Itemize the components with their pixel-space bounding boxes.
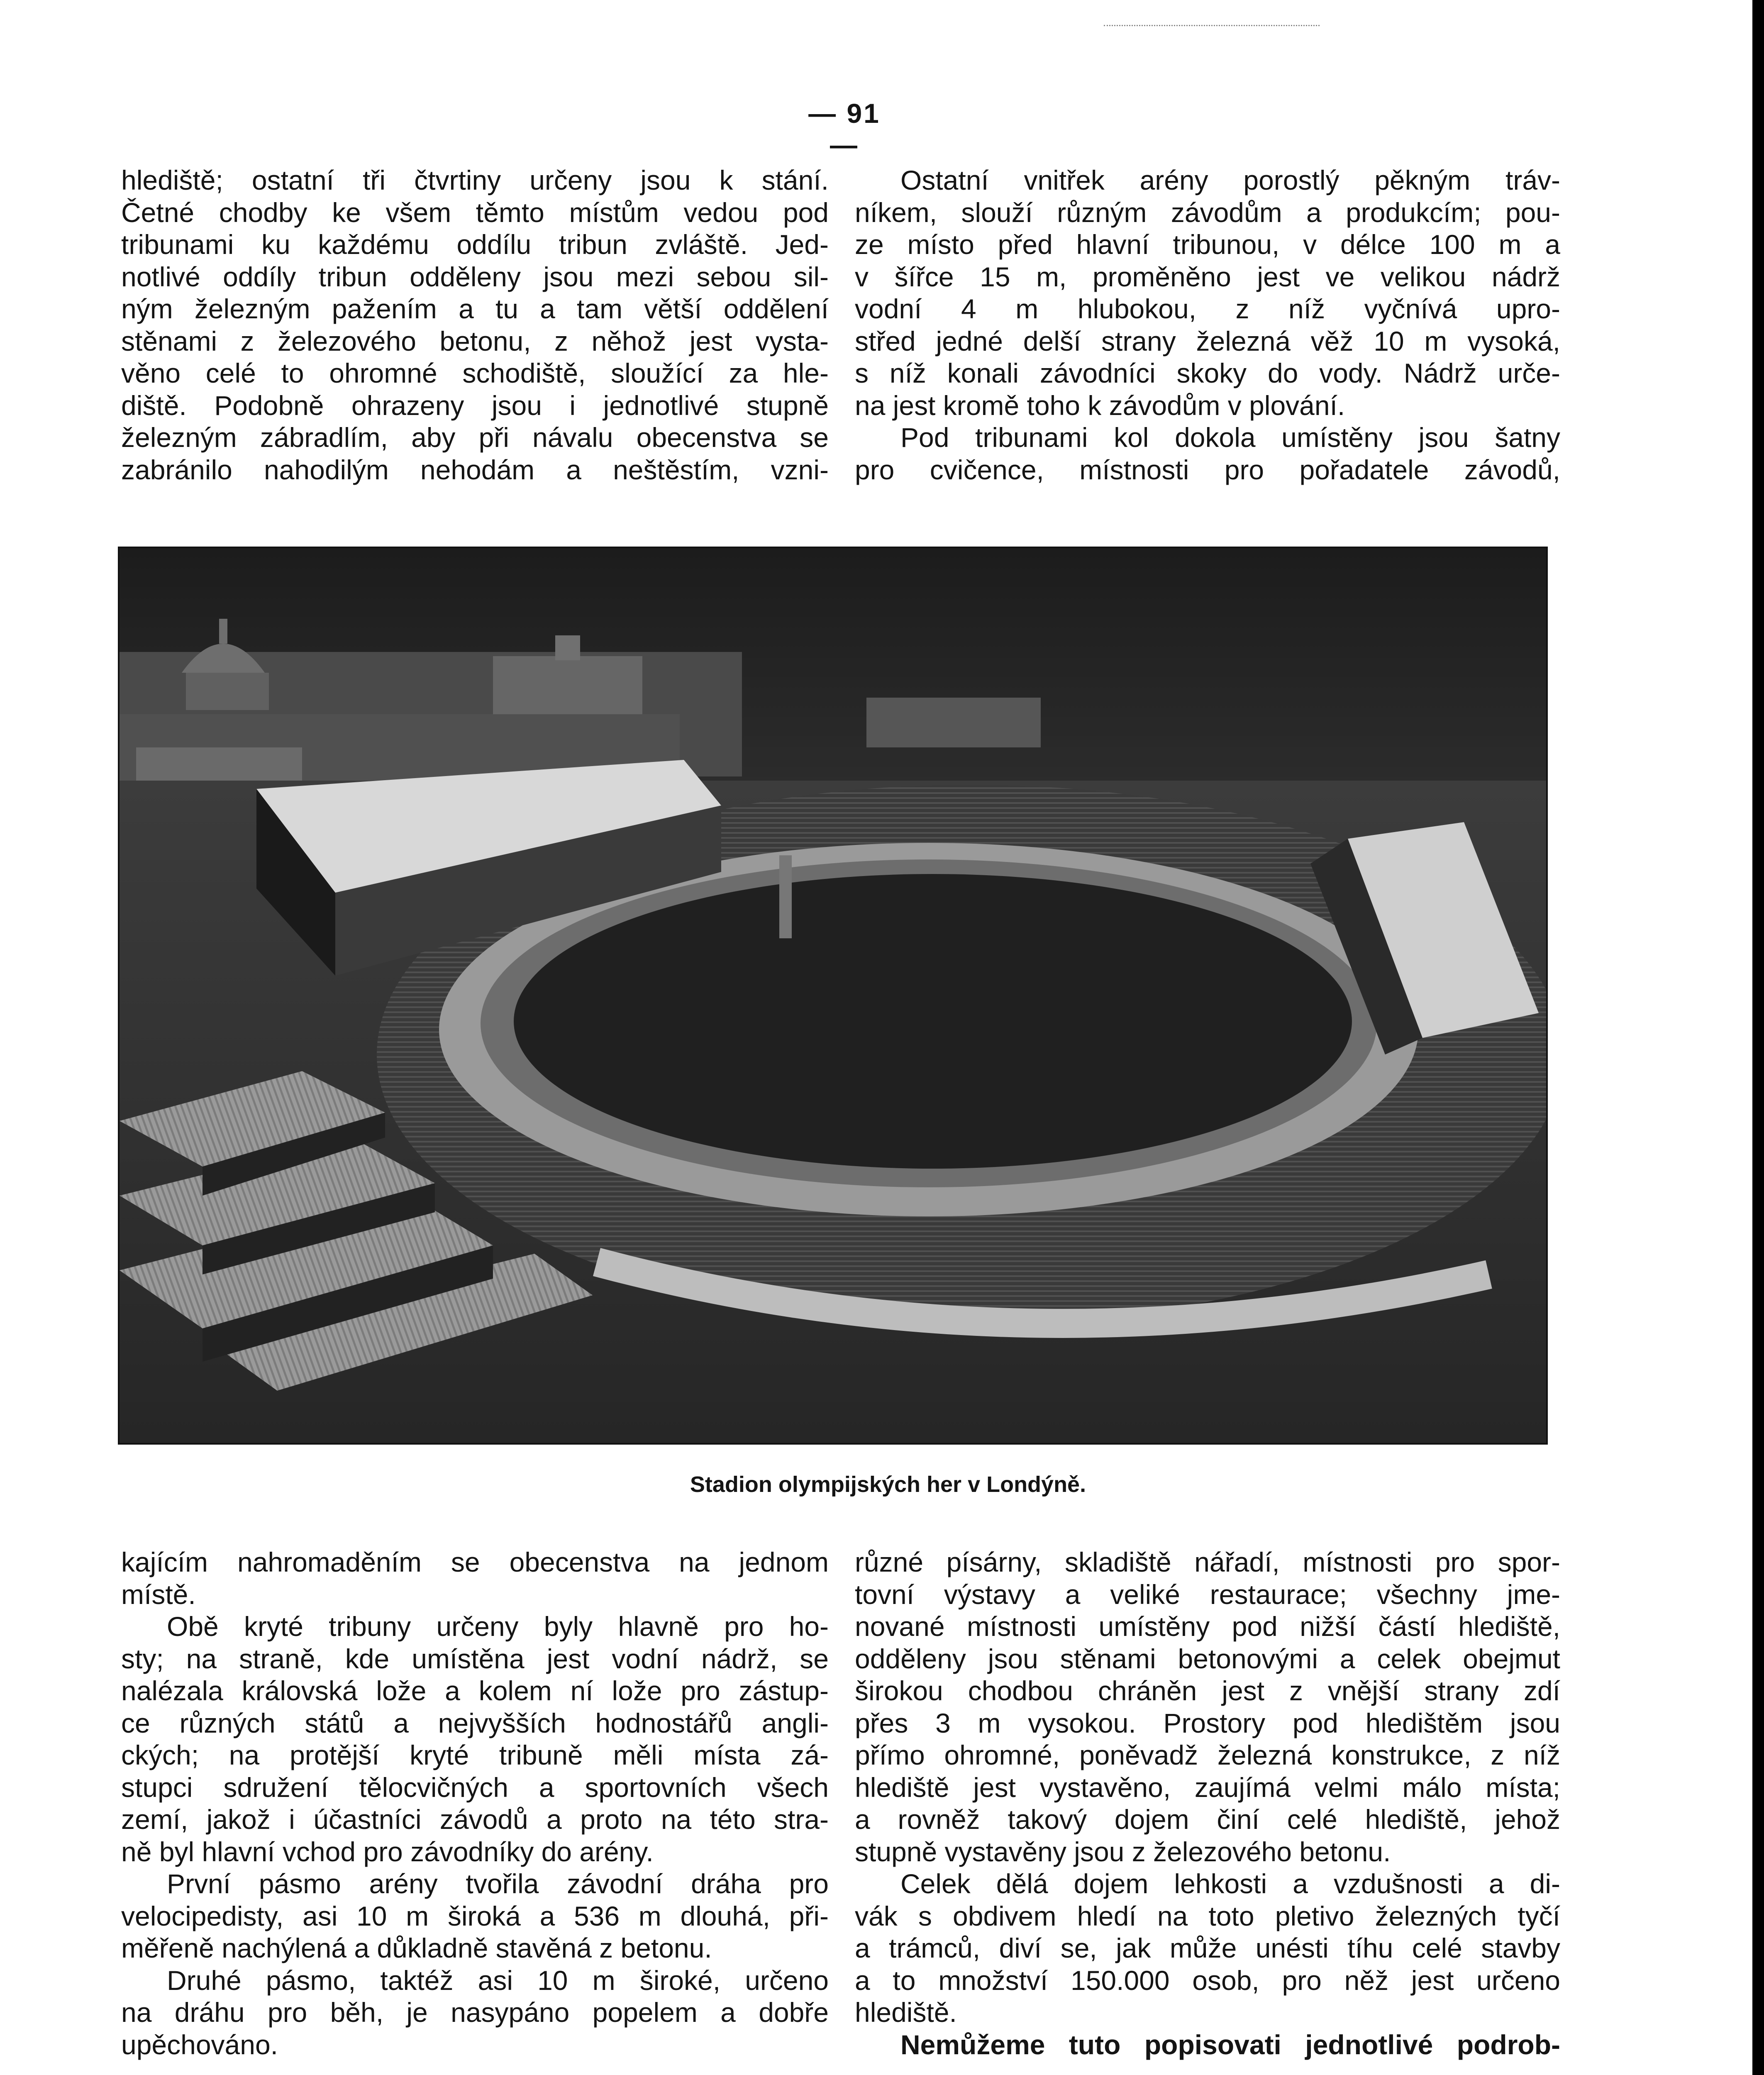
text-line: hlediště. — [855, 1997, 957, 2028]
text-line: stěnami z železového betonu, z něhož jest vysta- — [121, 325, 829, 356]
page-number: — 91 — — [808, 98, 881, 160]
text-line: místě. — [121, 1579, 196, 1610]
text-line: tovní výstavy a veliké restaurace; všechny jme- — [855, 1579, 1560, 1610]
text-line: stupně vystavěny jsou z železového betonu. — [855, 1836, 1391, 1867]
text-line: sty; na straně, kde umístěna jest vodní nádrž, se — [121, 1643, 829, 1674]
text-line: nované místnosti umístěny pod nižší částí hlediště, — [855, 1611, 1560, 1642]
text-line: Nemůžeme tuto popisovati jednotlivé podrob- — [900, 2029, 1560, 2060]
text-line: Obě kryté tribuny určeny byly hlavně pro ho- — [167, 1611, 829, 1642]
text-line: diště. Podobně ohrazeny jsou i jednotlivé stupně — [121, 390, 829, 421]
scan-border-right — [1752, 0, 1764, 2075]
stadium-photo — [120, 548, 1546, 1443]
text-line: Druhé pásmo, taktéž asi 10 m široké, určeno — [167, 1965, 829, 1996]
diving-tower — [779, 855, 792, 938]
text-line: První pásmo arény tvořila závodní dráha pro — [167, 1868, 829, 1899]
text-line: různé písárny, skladiště nářadí, místnosti pro spor- — [855, 1547, 1560, 1577]
text-line: a to množství 150.000 osob, pro něž jest určeno — [855, 1965, 1560, 1996]
column-top-right — [855, 164, 1560, 486]
column-bottom-right — [855, 1546, 1560, 2061]
text-line: velocipedisty, asi 10 m široká a 536 m dlouhá, při- — [121, 1900, 829, 1931]
text-line: s níž konali závodníci skoky do vody. Nádrž urče- — [855, 358, 1560, 388]
text-line: vák s obdivem hledí na toto pletivo železných tyčí — [855, 1900, 1560, 1931]
text-line: hlediště; ostatní tři čtvrtiny určeny jsou k stání. — [121, 165, 829, 195]
photo-caption: Stadion olympijských her v Londýně. — [690, 1472, 1086, 1497]
column-bottom-left — [121, 1546, 829, 2061]
text-line: odděleny jsou stěnami betonovými a celek obejmut — [855, 1643, 1560, 1674]
text-line: měřeně nachýlená a důkladně stavěná z betonu. — [121, 1933, 712, 1963]
text-line: vodní 4 m hlubokou, z níž vyčnívá upro- — [855, 293, 1560, 324]
text-line: na dráhu pro běh, je nasypáno popelem a dobře — [121, 1997, 829, 2028]
text-line: a trámců, diví se, jak může unésti tíhu celé stavby — [855, 1933, 1560, 1963]
text-line: níkem, slouží různým závodům a produkcím; pou- — [855, 197, 1560, 228]
text-line: Četné chodby ke všem těmto místům vedou pod — [121, 197, 829, 228]
text-line: tribunami ku každému oddílu tribun zvláště. Jed- — [121, 229, 829, 260]
text-line: v šířce 15 m, proměněno jest ve velikou nádrž — [855, 261, 1560, 292]
text-line: hlediště jest vystavěno, zaujímá velmi málo místa; — [855, 1772, 1560, 1803]
text-line: zabránilo nahodilým nehodám a neštěstím, vzni- — [121, 454, 829, 485]
text-line: ze místo před hlavní tribunou, v délce 100 m a — [855, 229, 1560, 260]
text-line: Ostatní vnitřek arény porostlý pěkným tráv- — [900, 165, 1560, 195]
text-line: ným železným pažením a tu a tam větší oddělení — [121, 293, 829, 324]
text-line: notlivé oddíly tribun odděleny jsou mezi sebou sil- — [121, 261, 829, 292]
text-line: zemí, jakož i účastníci závodů a proto na této stra- — [121, 1804, 829, 1835]
text-line: přímo ohromné, poněvadž železná konstrukce, z níž — [855, 1740, 1560, 1770]
text-line: železným zábradlím, aby při návalu obecenstva se — [121, 422, 829, 453]
text-line: pro cvičence, místnosti pro pořadatele závodů, — [855, 454, 1560, 485]
text-line: střed jedné delší strany železná věž 10 m vysoká, — [855, 325, 1560, 356]
text-line: Celek dělá dojem lehkosti a vzdušnosti a di- — [900, 1868, 1560, 1899]
text-line: přes 3 m vysokou. Prostory pod hledištěm jsou — [855, 1707, 1560, 1738]
text-line: stupci sdružení tělocvičných a sportovních všech — [121, 1772, 829, 1803]
stadium-illustration — [120, 548, 1546, 1443]
text-line: upěchováno. — [121, 2029, 278, 2060]
text-line: kajícím nahromaděním se obecenstva na jednom — [121, 1547, 829, 1577]
text-line: věno celé to ohromné schodiště, sloužící za hle- — [121, 358, 829, 388]
text-line: ce různých států a nejvyšších hodnostářů angli- — [121, 1707, 829, 1738]
inner-field — [514, 874, 1352, 1169]
text-line: nalézala královská lože a kolem ní lože pro zástup- — [121, 1675, 829, 1706]
scan-top-mark — [1104, 0, 1320, 26]
text-line: Pod tribunami kol dokola umístěny jsou šatny — [900, 422, 1560, 453]
text-line: ně byl hlavní vchod pro závodníky do arény. — [121, 1836, 654, 1867]
text-line: širokou chodbou chráněn jest z vnější strany zdí — [855, 1675, 1560, 1706]
text-line: na jest kromě toho k závodům v plování. — [855, 390, 1345, 421]
text-line: ckých; na protější kryté tribuně měli místa zá- — [121, 1740, 829, 1770]
column-top-left — [121, 164, 829, 486]
text-line: a rovněž takový dojem činí celé hlediště, jehož — [855, 1804, 1560, 1835]
